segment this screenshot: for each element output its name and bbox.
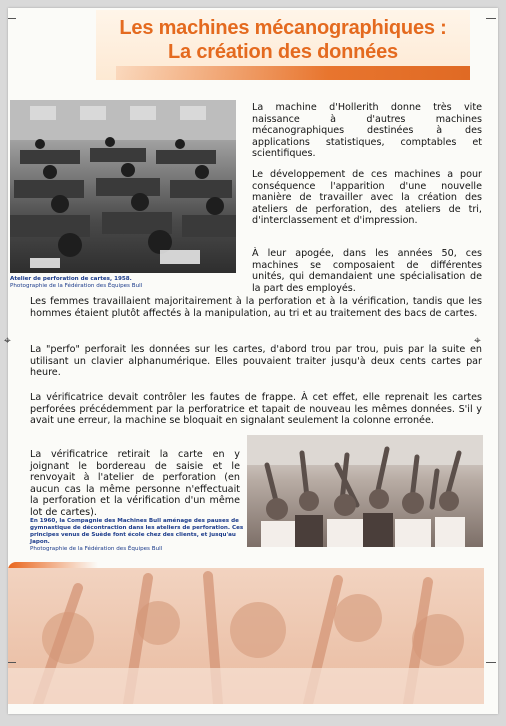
sepia-crowd-illustration [8,568,484,704]
crosshair-icon: ⌖ [4,333,11,347]
paragraph-verificatrice: La vérificatrice devait contrôler les fautes de frappe. À cet effet, elle reprenait les cartes perforées précédemment par la perforatrice et tapait de nouveau les mêmes données. S'il y avait une erreur, la machine se bloquait en signalant seulement la colonne erronée. [30,392,482,427]
photo1-caption-title: Atelier de perforation de cartes, 1958. [10,276,132,282]
decorative-sepia-photo [8,568,484,704]
photo2-caption-credit: Photographie de la Fédération des Équipes Bull [30,546,163,552]
title-accent-bar [116,66,470,80]
crosshair-icon: ⌖ [474,333,481,347]
photo1-caption [10,276,236,290]
paragraph-perfo: La "perfo" perforait les données sur les cartes, d'abord trou par trou, puis par la suite en utilisant un clavier alphanumérique. Elles pouvaient traiter jusqu'à deux cents cartes par heure. [30,344,482,379]
photo2-caption [30,518,244,553]
crop-mark [8,662,16,663]
paragraph-women-men: Les femmes travaillaient majoritairement à la perforation et à la vérification, tandis que les hommes étaient plutôt affectés à la manipulation, au tri et au traitement des bacs de cartes. [30,296,482,319]
crop-mark [486,18,496,19]
photo-perforation-workshop [10,100,236,273]
photo2-caption-text: En 1960, la Compagnie des Machines Bull aménage des pauses de gymnastique de décontraction dans les ateliers de perforation. Ces principes venus de Suède font école chez des clients, et jusqu'au Japon. [30,518,244,545]
paragraph-development: Le développement de ces machines a pour conséquence l'apparition d'une nouvelle manière de travailler avec la création des ateliers de perforation, des ateliers de tri, d'interclassement et d'impression. [252,169,482,227]
gymnastics-illustration [247,435,483,547]
title-line-2: La création des données [168,41,398,63]
crop-mark [486,662,496,663]
crop-mark [8,18,16,19]
photo-gymnastics-break [247,435,483,547]
title-line-1: Les machines mécanographiques : [119,17,447,39]
photo1-caption-credit: Photographie de la Fédération des Équipes Bull [10,283,143,289]
workshop-illustration [10,100,236,273]
paragraph-hollerith: La machine d'Hollerith donne très vite naissance à d'autres machines mécanographiques destinées à des applications statistiques, comptables et scientifiques. [252,102,482,160]
page-title [96,16,470,64]
paragraph-apogee: À leur apogée, dans les années 50, ces machines se composaient de différentes unités, qui demandaient une spécialisation de la part des employés. [252,248,482,294]
paragraph-retirait: La vérificatrice retirait la carte en y joignant le bordereau de saisie et le renvoyait à l'atelier de perforation (en aucun cas la même personne n'effectuait la perforation et la vérification d'un même lot de cartes). [30,449,240,518]
